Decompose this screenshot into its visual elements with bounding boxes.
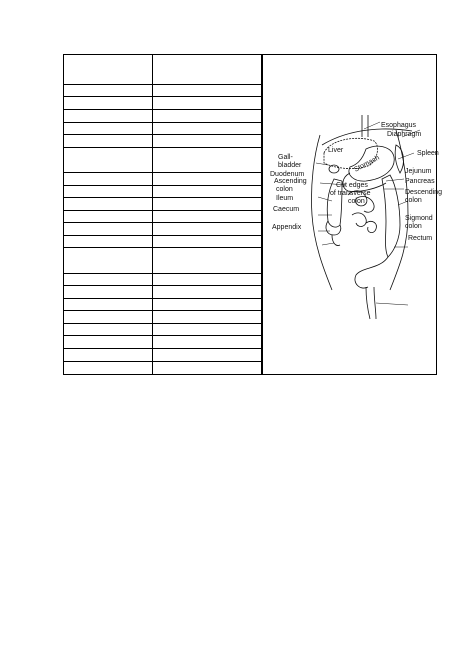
descending-colon-shape: [382, 175, 400, 257]
label-cell[interactable]: [64, 198, 153, 211]
label-cell[interactable]: [64, 135, 153, 148]
table-row: [64, 361, 263, 374]
body-outline-left: [311, 135, 332, 290]
label-ascending-1: Ascending: [274, 178, 307, 185]
digestive-system-diagram: [262, 55, 442, 374]
answer-table-body: [64, 55, 263, 374]
value-cell[interactable]: [153, 147, 263, 172]
table-row: [64, 135, 263, 148]
spleen-shape: [395, 145, 403, 173]
value-cell[interactable]: [153, 198, 263, 211]
value-cell[interactable]: [153, 311, 263, 324]
value-cell[interactable]: [153, 235, 263, 248]
label-cell[interactable]: [64, 311, 153, 324]
label-diaphragm: Diaphragm: [387, 131, 422, 138]
label-cell[interactable]: [64, 298, 153, 311]
label-cell[interactable]: [64, 235, 153, 248]
table-row: [64, 55, 263, 84]
label-cell[interactable]: [64, 185, 153, 198]
gallbladder-shape: [329, 165, 339, 173]
label-cut-3: colon: [348, 198, 365, 205]
sigmoid-colon-shape: [355, 257, 388, 288]
label-caecum: Caecum: [273, 206, 300, 213]
table-row: [64, 223, 263, 236]
table-row: [64, 273, 263, 286]
label-cell[interactable]: [64, 361, 153, 374]
small-intestine-loops: [348, 191, 376, 233]
label-cell[interactable]: [64, 122, 153, 135]
label-descending-2: colon: [405, 197, 422, 204]
table-row: [64, 97, 263, 110]
value-cell[interactable]: [153, 210, 263, 223]
value-cell[interactable]: [153, 84, 263, 97]
label-cell[interactable]: [64, 172, 153, 185]
worksheet-frame: [63, 54, 442, 375]
table-row: [64, 298, 263, 311]
label-cell[interactable]: [64, 273, 153, 286]
value-cell[interactable]: [153, 323, 263, 336]
value-cell[interactable]: [153, 110, 263, 123]
label-sigmoid-1: Sigmond: [405, 215, 433, 222]
value-cell[interactable]: [153, 122, 263, 135]
value-cell[interactable]: [153, 336, 263, 349]
value-cell[interactable]: [153, 55, 263, 84]
value-cell[interactable]: [153, 273, 263, 286]
label-cell[interactable]: [64, 336, 153, 349]
esophagus-shape: [362, 115, 368, 137]
label-cell[interactable]: [64, 248, 153, 273]
value-cell[interactable]: [153, 361, 263, 374]
table-row: [64, 349, 263, 362]
label-jejunum: Jejunum: [405, 168, 432, 175]
table-row: [64, 172, 263, 185]
rectum-shape: [366, 287, 376, 319]
table-row: [64, 336, 263, 349]
value-cell[interactable]: [153, 185, 263, 198]
appendix-shape: [332, 235, 340, 246]
value-cell[interactable]: [153, 349, 263, 362]
table-row: [64, 311, 263, 324]
caecum-shape: [326, 221, 341, 235]
label-descending-1: Descending: [405, 189, 442, 196]
table-row: [64, 248, 263, 273]
value-cell[interactable]: [153, 248, 263, 273]
label-cell[interactable]: [64, 349, 153, 362]
label-sigmoid-2: colon: [405, 223, 422, 230]
value-cell[interactable]: [153, 286, 263, 299]
value-cell[interactable]: [153, 172, 263, 185]
value-cell[interactable]: [153, 97, 263, 110]
value-cell[interactable]: [153, 223, 263, 236]
label-rectum: Rectum: [408, 235, 433, 242]
label-cell[interactable]: [64, 286, 153, 299]
label-cell[interactable]: [64, 110, 153, 123]
table-row: [64, 286, 263, 299]
label-spleen: Spleen: [417, 150, 439, 157]
label-cell[interactable]: [64, 210, 153, 223]
value-cell[interactable]: [153, 298, 263, 311]
table-row: [64, 235, 263, 248]
label-ileum: Ileum: [276, 195, 294, 202]
answer-table: [64, 55, 263, 374]
table-row: [64, 110, 263, 123]
table-row: [64, 122, 263, 135]
value-cell[interactable]: [153, 135, 263, 148]
label-cell[interactable]: [64, 55, 153, 84]
label-pancreas: Pancreas: [405, 178, 435, 185]
label-duodenum: Duodenum: [270, 171, 305, 178]
label-liver: Liver: [328, 147, 344, 154]
label-ascending-2: colon: [276, 186, 293, 193]
label-cell[interactable]: [64, 147, 153, 172]
table-row: [64, 84, 263, 97]
label-cell[interactable]: [64, 84, 153, 97]
table-row: [64, 210, 263, 223]
table-row: [64, 147, 263, 172]
label-cut-2: of transverse: [330, 190, 371, 197]
table-row: [64, 323, 263, 336]
label-gall-2: bladder: [278, 162, 302, 169]
label-gall-1: Gall-: [278, 154, 293, 161]
label-appendix: Appendix: [272, 224, 302, 231]
label-stomach: Stomach: [353, 154, 381, 174]
label-cell[interactable]: [64, 97, 153, 110]
label-cell[interactable]: [64, 323, 153, 336]
table-row: [64, 198, 263, 211]
label-esophagus: Esophagus: [381, 122, 417, 129]
label-cell[interactable]: [64, 223, 153, 236]
label-cut-1: Cut edges: [336, 182, 368, 189]
table-row: [64, 185, 263, 198]
